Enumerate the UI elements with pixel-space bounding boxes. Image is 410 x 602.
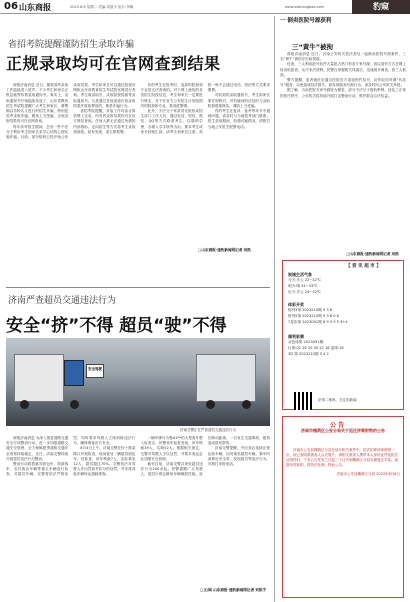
announcement-body: [286, 448, 400, 477]
story1-body: [6, 83, 270, 140]
story1-paragraph: 有的考生在报考时，选择的院校和专业是无法查询的。对于网上流传的各类招生院校信息，考生和家长一定要进行核实，对不在官方公布招生计划范围内的院校和专业，要高度警惕。: [140, 83, 203, 108]
announcement-title: 公 告: [330, 422, 345, 429]
announcement-text: 济南市公安局槐荫区分局在侦办相关案件中，依法扣押涉案财物一宗，现已查明系被害人合法财产。请相关被害人携带本人身份证件及相关证明材料，于本公告发布之日起三十日内到槐荫区分局办理返还手续。逾期未领取的，将依法处理。特此公告。: [286, 448, 398, 467]
section-name: 山东商报: [19, 3, 51, 12]
story1-paragraph: 对收到的录取通知书，考生和家长要仔细核对，对有疑问的应及时与录取院校联系核实，谨防上当受骗。: [207, 93, 270, 108]
traffic-police-photo: [6, 338, 270, 426]
right-story-paragraph: 经查，三人利用抢号软件大量抢占热门科室专家号源，再以加价方式在网上转卖给患者，从中非法获利。民警在掌握相关线索后，迅速展开调查，将三人抓获。: [280, 62, 406, 77]
truck-body: [14, 354, 64, 402]
story2-paragraph: 济南交警提醒，外出务必选择正规运营车辆，切勿乘坐超员车辆。乘车时请系好安全带，发现超员等违法行为，可拨打举报电话。: [207, 446, 270, 467]
story1-paragraph: 有的考生在复读、备考等环节中遇到问题，请及时与当地招考部门联系。招生录取期间，如遇可疑情况，请拨打当地公安机关报警电话。: [207, 109, 270, 129]
qr-code[interactable]: [294, 392, 312, 410]
info-value: 排列3第 2023210期 9 3 6: [288, 308, 333, 312]
photo-caption: 济南交警正在严查超员交通违法行为: [180, 428, 236, 432]
story1-kicker: 省招考院提醒谨防招生录取诈骗: [8, 40, 135, 50]
issue-meta: 2023.8.8 星期二 责编:刘凯宇 组计:李娜: [70, 5, 134, 9]
column-divider: [274, 16, 275, 602]
truck-cab: [64, 360, 84, 386]
announcement-box: [282, 416, 404, 598]
website-url[interactable]: www.sdshangbao.com: [285, 5, 325, 9]
right-story-byline: □山东商报·速豹新闻网记者 刘凯: [346, 252, 399, 256]
info-label: 视城生活气象: [288, 272, 312, 277]
info-value: 红球:02 26 20 30 22 16 蓝球:16: [288, 346, 344, 350]
right-story-paragraph: 警方提醒，患者就医应通过医院官方渠道预约挂号，切勿轻信所谓“代挂号”服务，以免造成经济损失。如发现倒卖号源行为，请及时向公安机关举报。: [280, 78, 406, 88]
masthead-bar: [0, 0, 410, 14]
story2-kicker: 济南严查超员交通违法行为: [8, 296, 117, 306]
story2-paragraph: 截至目前，济南交警共查处超员违法行为200余起。民警提醒广大驾驶人，超员行驶会降低车辆操控性能，延长制动距离，一旦发生交通事故，极易造成群死群伤。: [140, 436, 270, 477]
story2-paragraph: 一辆车牌号为鲁A1**的大型客车驶入检查点，民警登车检查发现，该车核载39人，实载52人。根据相关规定，交警对驾驶人予以处罚，并要求客运企业加强安全管理。: [140, 436, 203, 461]
story2-paragraph: 整治行动将着重对面包车、旅游客车、农村客运车辆等重点车辆进行检查。对超员车辆，交警将依法严格处罚，同时要求驾驶人立即消除违法行为，确保乘客出行安全。: [6, 436, 136, 477]
story1-paragraph: 商报济南消息 近日，随着高考录取工作陆续进入尾声，不少考生和家长正焦急地等待着录取通知书。事实上，录取通知书开始陆续发放了，山东省教育招生考试院提醒广大考生和家长，要警惕以各种名义进行的招生诈骗，特别是高考录取诈骗，避免上当受骗，正规录取结果均可在官网查询。: [6, 83, 69, 124]
info-value: 今天:多云 22~32℃: [288, 278, 321, 282]
info-value: 3D 第 2023210期 3 4 2: [288, 352, 329, 356]
story2-paragraph: 商报济南消息 为深入推进道路交通安全专项整治行动，进一步加强道路交通安全管理，全力保障夏季道路交通安全形势持续稳定，近日，济南交警持续开展超员违法行为整治。: [6, 436, 69, 461]
info-value: 7星彩第 2023091期 8 9 3 9 5 3+4: [288, 320, 348, 324]
right-story-headline: 三“黄牛”被拘: [292, 43, 334, 51]
info-value: 排列5第 2023210期 9 3 6 0 6: [288, 314, 339, 318]
wheel: [206, 400, 215, 409]
info-value: 明天:晴 24~33℃: [288, 284, 318, 288]
announcement-footer: 济南市公安局槐荫区分局 2023年8月8日: [336, 472, 400, 476]
story1-byline: □山东商报·速豹新闻网记者 刘凯: [198, 248, 251, 252]
brand-logo: 豹窥: [352, 0, 410, 14]
story2-body: [6, 436, 270, 478]
section-divider: [6, 287, 270, 288]
story2-paragraph: 8月4日上午，济南交警在经十路某路口开展检查，现场查处一辆超员面包车。经检查，该车核载7人，实际乘坐12人，超员超过70%。交警依法对驾驶人作出罚款并扣分的处罚，并安排其他车辆转运超载乘客。: [73, 446, 136, 477]
info-label: 福利彩票: [288, 334, 304, 339]
announcement-subtitle: 济南市槐荫区公安分局关于返还涉案财物的公告: [301, 428, 385, 433]
info-box-title: 【 资 讯 超 市 】: [346, 264, 381, 269]
story1-paragraph: 省招考院提醒，录取工作均由计算机网上完成，所有的录取结果均可在官方网站查到。任何人都无法通过所谓的内部指标、定向招生等方式将考生录取到高校。如有发现，请立即报警。: [73, 109, 136, 134]
qr-caption: 识别二维码，关注豹新闻: [318, 398, 357, 402]
sign-text: 安全驾驶: [88, 367, 102, 371]
story2-byline: □文/图 山东商报·速豹新闻网记者 刘凯宇: [200, 588, 267, 592]
right-story-paragraph: 据了解，当前医院专家号源较为紧张，部分不法分子借机牟利，扰乱了正常的医疗秩序，公安机关将持续开展打击整治行动，维护群众合法权益。: [280, 88, 406, 98]
right-story-kicker: 一 倒卖医院号源获利: [280, 18, 332, 24]
info-value: 双色球第 2023091期:: [288, 340, 325, 344]
wheel: [242, 400, 251, 409]
truck-body: [196, 354, 256, 402]
right-story-paragraph: 商报济南消息 近日，济南公安机关依法查处一起倒卖医院号源案件，三名“黄牛”被依法行政拘留。: [280, 52, 406, 62]
wheel: [20, 400, 29, 409]
story1-headline: 正规录取均可在官网查到结果: [6, 54, 221, 73]
right-story-body: [280, 52, 406, 99]
story2-headline: 安全“挤”不得 超员“驶”不得: [6, 316, 227, 336]
info-value: 后天:多云 24~32℃: [288, 290, 321, 294]
story1-paragraph: 每年高考招生期间，总有一些不法分子利用考生和家长求学心切的心理实施诈骗。目前，部分院校已经开始公布录取结果，考生和家长可以通过院校官网和山东省教育招生考试院官网进行查询。考生被录取后，录取院校将邮寄录取通知书。凡是通过其他渠道告知录取结果并收取费用的，都是诈骗行为。: [6, 83, 136, 140]
wheel: [70, 400, 79, 409]
page-number: 06: [4, 1, 18, 12]
info-label: 体彩开奖: [288, 302, 304, 307]
story1-paragraph: 此外，不法分子常常冒充院校或招生部门工作人员，通过电话、短信、微信、QQ等方式联系考生，以缴纳学费、办理入学手续等为由，要求考生或家长转账汇款。请考生和家长注意，高校一般不会通过电话、短信等方式要求缴费。: [140, 83, 270, 134]
